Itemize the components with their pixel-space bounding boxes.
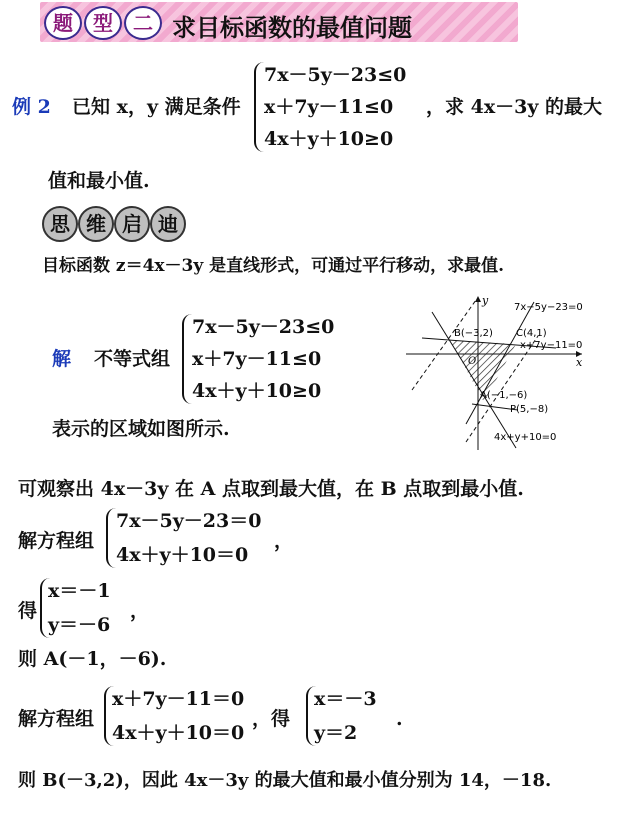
solve1-brace bbox=[106, 508, 116, 568]
banner-badge-3: 二 bbox=[124, 6, 162, 40]
solution-label: 解 bbox=[52, 348, 72, 370]
solve1-eq-2: 4x＋y＋10＝0 bbox=[116, 544, 249, 566]
point-a-result: 则 A(－1，－6). bbox=[18, 648, 167, 670]
line-label-7x-5y: 7x−5y−23=0 bbox=[514, 302, 583, 313]
solution-brace bbox=[182, 314, 192, 404]
get1-comma: ， bbox=[130, 600, 150, 622]
section-title: 求目标函数的最值问题 bbox=[172, 14, 412, 42]
solve1-comma: ， bbox=[274, 530, 294, 552]
example-brace bbox=[254, 62, 264, 152]
origin-label: O bbox=[468, 356, 477, 367]
solution-cond-2: x＋7y－11≤0 bbox=[192, 348, 322, 370]
solution-cond-1: 7x－5y－23≤0 bbox=[192, 316, 335, 338]
solve2-eq-1: x＋7y－11＝0 bbox=[112, 688, 245, 710]
thinking-badge-4: 迪 bbox=[150, 206, 186, 242]
thinking-badge-1: 思 bbox=[42, 206, 78, 242]
section-banner bbox=[40, 2, 518, 42]
example-label: 例 2 bbox=[12, 96, 51, 118]
example-question-tail: ，求 4x－3y 的最大 bbox=[426, 96, 603, 118]
solution-intro: 不等式组 bbox=[94, 348, 171, 370]
get2-eq-1: x＝－3 bbox=[314, 688, 377, 710]
example-cond-2: x＋7y－11≤0 bbox=[264, 96, 394, 118]
solve1-eq-1: 7x－5y－23＝0 bbox=[116, 510, 262, 532]
get1-eq-1: x＝－1 bbox=[48, 580, 111, 602]
point-p-label: P(5,−8) bbox=[510, 404, 549, 415]
y-axis-label: y bbox=[482, 294, 489, 307]
feasible-region-figure bbox=[406, 292, 630, 452]
solve2-mid: ，得 bbox=[252, 708, 291, 730]
point-b-label: B(−3,2) bbox=[454, 328, 493, 339]
line-label-x-7y: x+7y−11=0 bbox=[520, 340, 583, 351]
example-cond-3: 4x＋y＋10≥0 bbox=[264, 128, 394, 150]
example-cond-1: 7x－5y－23≤0 bbox=[264, 64, 407, 86]
banner-badge-2: 型 bbox=[84, 6, 122, 40]
line-label-4x-y: 4x+y+10=0 bbox=[494, 432, 557, 443]
solve2-label: 解方程组 bbox=[18, 708, 95, 730]
thinking-badge-2: 维 bbox=[78, 206, 114, 242]
thinking-badge-3: 启 bbox=[114, 206, 150, 242]
solution-cond-3: 4x＋y＋10≥0 bbox=[192, 380, 322, 402]
x-axis-label: x bbox=[576, 356, 583, 369]
example-question-cont: 值和最小值. bbox=[48, 170, 150, 192]
y-axis-arrow bbox=[475, 296, 481, 302]
get-label: 得 bbox=[18, 600, 38, 622]
conclusion-text: 则 B(－3,2)，因此 4x－3y 的最大值和最小值分别为 14，－18. bbox=[18, 770, 552, 791]
banner-badge-1: 题 bbox=[44, 6, 82, 40]
solve2-eq-2: 4x＋y＋10＝0 bbox=[112, 722, 245, 744]
example-intro: 已知 x，y 满足条件 bbox=[72, 96, 241, 118]
get2-end: . bbox=[396, 708, 403, 730]
thinking-text: 目标函数 z＝4x－3y 是直线形式，可通过平行移动，求最值. bbox=[42, 256, 505, 276]
point-a-label: A(−1,−6) bbox=[480, 390, 528, 401]
point-c-label: C(4,1) bbox=[516, 328, 547, 339]
solution-region-text: 表示的区域如图所示. bbox=[52, 418, 230, 440]
get1-eq-2: y＝－6 bbox=[48, 614, 111, 636]
get2-eq-2: y＝2 bbox=[314, 722, 358, 744]
solve1-label: 解方程组 bbox=[18, 530, 95, 552]
observation-text: 可观察出 4x－3y 在 A 点取到最大值，在 B 点取到最小值. bbox=[18, 478, 524, 500]
